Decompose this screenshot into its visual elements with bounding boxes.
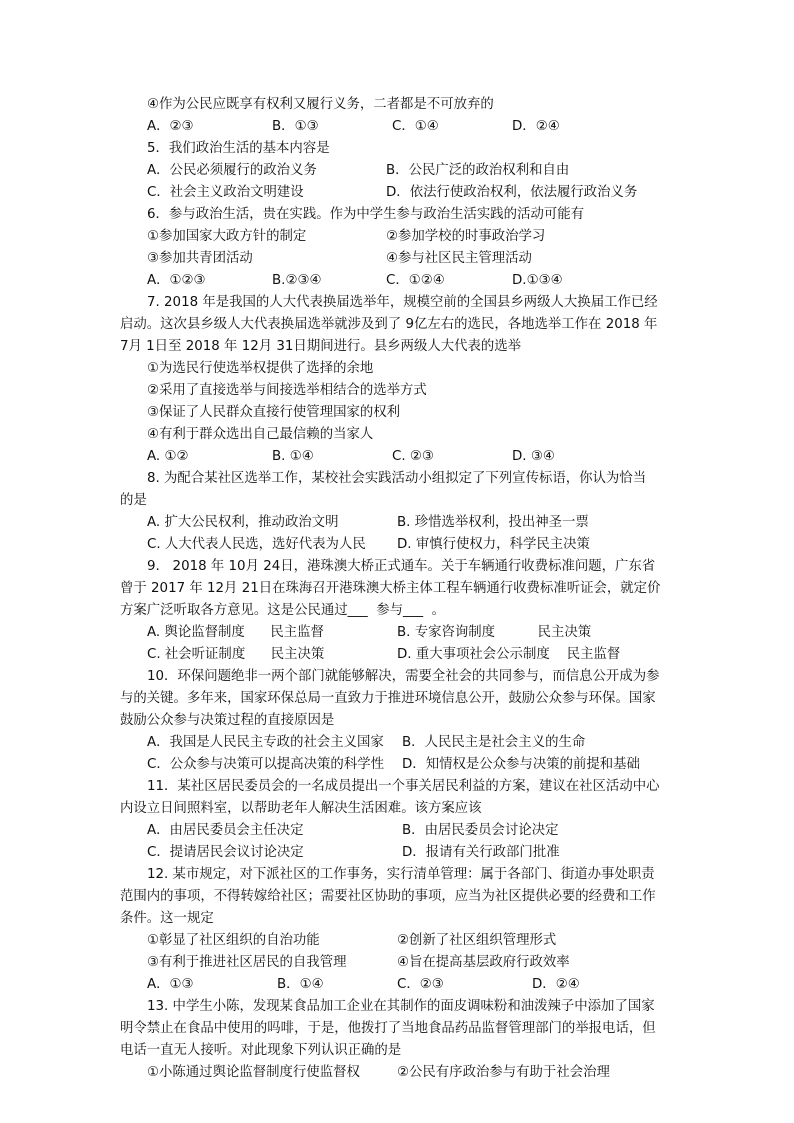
choice-b: B．①③ <box>272 119 319 134</box>
q8-option-a: A. 扩大公民权利，推动政治文明 <box>147 515 339 530</box>
choice-a: A．②③ <box>147 119 194 134</box>
q10-stem-line-2: 与的关键。多年来，国家环保总局一直致力于推进环境信息公开，鼓励公众参与环保。国家 <box>120 691 656 706</box>
q10-stem-line-1: 10．环保问题绝非一两个部门就能够解决，需要全社会的共同参与，而信息公开成为参 <box>147 669 660 684</box>
q10-option-b: B．人民民主是社会主义的生命 <box>402 735 586 750</box>
q9-option-a: A. 舆论监督制度 民主监督 <box>147 625 324 640</box>
q11-stem-line-1: 11．某社区居民委员会的一名成员提出一个事关居民利益的方案，建议在社区活动中心 <box>147 779 660 794</box>
choice-c: C．①②④ <box>386 273 445 288</box>
q9-stem-line-2: 曾于 2017 年 12月 21日在珠海召开港珠澳大桥主体工程车辆通行收费标准听证会，就定价 <box>120 581 661 596</box>
q7-item-2: ②采用了直接选举与间接选举相结合的选举方式 <box>147 383 427 398</box>
choice-a: A．①②③ <box>147 273 206 288</box>
q12-item-2: ②创新了社区组织管理形式 <box>397 933 557 948</box>
q9-stem-line-3: 方案广泛听取各方意见。这是公民通过___ 参与___ 。 <box>120 603 446 618</box>
q10-stem-line-3: 鼓励公众参与决策过程的直接原因是 <box>120 713 335 728</box>
q5-option-c: C．社会主义政治文明建设 <box>147 185 304 200</box>
q9-option-b: B. 专家咨询制度 民主决策 <box>397 625 592 640</box>
q13-stem-line-2: 明令禁止在食品中使用的吗啡，于是，他拨打了当地食品药品监督管理部门的举报电话，但 <box>120 1021 656 1036</box>
choice-b: B. ①④ <box>272 449 314 464</box>
choice-c: C. ②③ <box>392 449 434 464</box>
q12-stem-line-2: 范围内的事项，不得转嫁给社区；需要社区协助的事项，应当为社区提供必要的经费和工作 <box>120 889 656 904</box>
q11-option-d: D．报请有关行政部门批准 <box>402 845 560 860</box>
q13-item-2: ②公民有序政治参与有助于社会治理 <box>397 1065 610 1080</box>
q12-item-1: ①彰显了社区组织的自治功能 <box>147 933 320 948</box>
q6-item-1: ①参加国家大政方针的制定 <box>147 229 307 244</box>
q8-option-d: D. 审慎行使权力，科学民主决策 <box>397 537 590 552</box>
q11-option-b: B．由居民委员会讨论决定 <box>402 823 559 838</box>
q8-option-c: C. 人大代表人民选，选好代表为人民 <box>147 537 366 552</box>
choice-b: B．①④ <box>277 977 324 992</box>
q11-option-c: C．提请居民会议讨论决定 <box>147 845 304 860</box>
q9-stem-line-1: 9. 2018 年 10月 24日，港珠澳大桥正式通车。关于车辆通行收费标准问题，广东省 <box>147 559 656 574</box>
q4-option-4: ④作为公民应既享有权利又履行义务，二者都是不可放弃的 <box>147 97 494 112</box>
choice-b: B.②③④ <box>272 273 322 288</box>
q7-stem-line-2: 启动。这次县乡级人大代表换届选举就涉及到了 9亿左右的选民，各地选举工作在 2018 年 <box>120 317 658 332</box>
q5-stem: 5．我们政治生活的基本内容是 <box>147 141 330 156</box>
q12-stem-line-1: 12. 某市规定，对下派社区的工作事务，实行清单管理：属于各部门、街道办事处职责 <box>147 867 655 882</box>
q13-item-1: ①小陈通过舆论监督制度行使监督权 <box>147 1065 360 1080</box>
q6-item-3: ③参加共青团活动 <box>147 251 253 266</box>
q11-stem-line-2: 内设立日间照料室，以帮助老年人解决生活困难。该方案应该 <box>120 801 482 816</box>
q13-stem-line-3: 电话一直无人接听。对此现象下列认识正确的是 <box>120 1043 402 1058</box>
choice-a: A. ①② <box>147 449 189 464</box>
q9-option-d: D. 重大事项社会公示制度 民主监督 <box>397 647 621 662</box>
q7-item-4: ④有利于群众选出自己最信赖的当家人 <box>147 427 374 442</box>
q10-option-c: C．公众参与决策可以提高决策的科学性 <box>147 757 384 772</box>
choice-d: D．②④ <box>532 977 580 992</box>
q6-item-2: ②参加学校的时事政治学习 <box>386 229 546 244</box>
q13-stem-line-1: 13. 中学生小陈，发现某食品加工企业在其制作的面皮调味粉和油泼辣子中添加了国家 <box>147 999 655 1014</box>
q7-item-3: ③保证了人民群众直接行使管理国家的权利 <box>147 405 401 420</box>
q8-stem-line-1: 8. 为配合某社区选举工作，某校社会实践活动小组拟定了下列宣传标语，你认为恰当 <box>147 471 647 486</box>
q7-stem-line-1: 7. 2018 年是我国的人大代表换届选举年，规模空前的全国县乡两级人大换届工作已经 <box>147 295 658 310</box>
choice-d: D．②④ <box>512 119 560 134</box>
q8-option-b: B. 珍惜选举权利，投出神圣一票 <box>397 515 589 530</box>
q8-stem-line-2: 的是 <box>120 493 147 508</box>
q9-option-c: C. 社会听证制度 民主决策 <box>147 647 325 662</box>
q12-item-3: ③有利于推进社区居民的自我管理 <box>147 955 347 970</box>
q6-stem: 6．参与政治生活，贵在实践。作为中学生参与政治生活实践的活动可能有 <box>147 207 585 222</box>
q5-option-b: B．公民广泛的政治权利和自由 <box>386 163 570 178</box>
q7-stem-line-3: 7月 1日至 2018 年 12月 31日期间进行。县乡两级人大代表的选举 <box>120 339 522 354</box>
choice-c: C．②③ <box>397 977 444 992</box>
choice-d: D.①③④ <box>512 273 563 288</box>
q6-item-4: ④参与社区民主管理活动 <box>386 251 532 266</box>
q11-option-a: A．由居民委员会主任决定 <box>147 823 304 838</box>
q5-option-d: D．依法行使政治权利，依法履行政治义务 <box>386 185 638 200</box>
q12-item-4: ④旨在提高基层政府行政效率 <box>397 955 570 970</box>
q5-option-a: A．公民必须履行的政治义务 <box>147 163 317 178</box>
q10-option-a: A．我国是人民民主专政的社会主义国家 <box>147 735 384 750</box>
q7-item-1: ①为选民行使选举权提供了选择的余地 <box>147 361 374 376</box>
q12-stem-line-3: 条件。这一规定 <box>120 911 214 926</box>
choice-d: D. ③④ <box>512 449 555 464</box>
choice-c: C．①④ <box>392 119 439 134</box>
choice-a: A．①③ <box>147 977 194 992</box>
q10-option-d: D．知情权是公众参与决策的前提和基础 <box>402 757 640 772</box>
